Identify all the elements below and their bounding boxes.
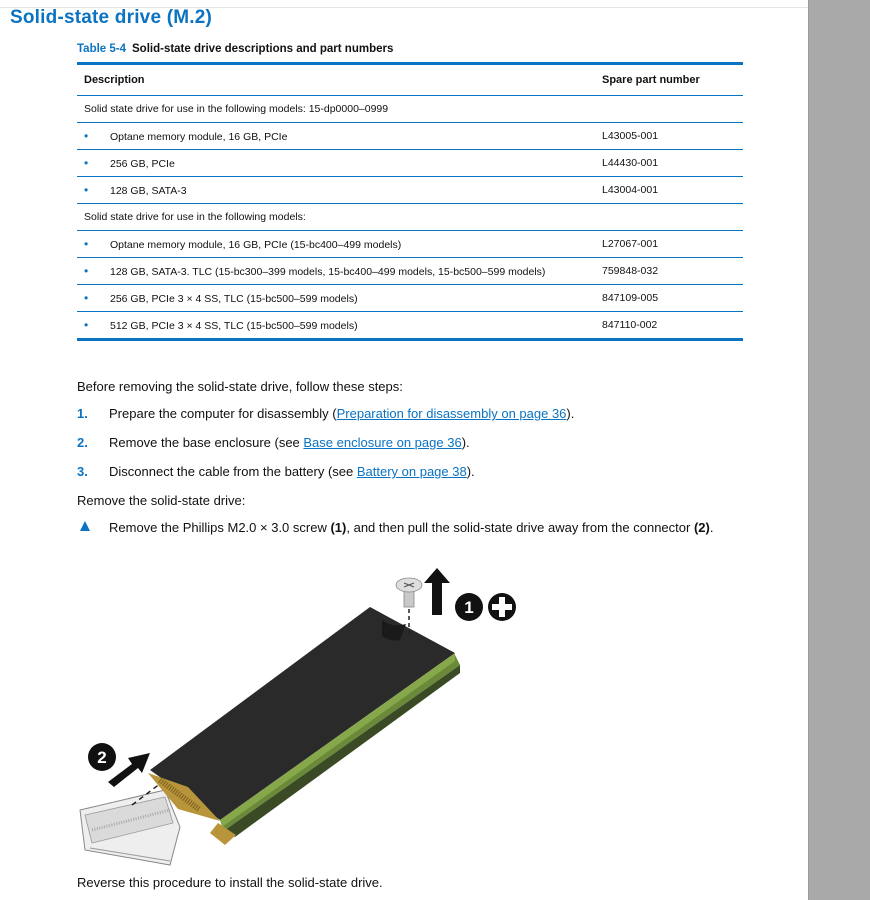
- table-row: [77, 150, 743, 177]
- row-description: [77, 285, 595, 312]
- row-part-number: L43004-001: [595, 177, 743, 204]
- table-group-row: [77, 204, 743, 231]
- procedure-text: [109, 519, 749, 536]
- bullet-icon: •: [84, 156, 89, 170]
- row-description-text: 128 GB, SATA-3. TLC (15-bc300–399 models, 15-bc400–499 models, 15-bc500–599 models): [110, 266, 546, 278]
- bullet-icon: •: [84, 264, 89, 278]
- row-description-text: Solid state drive for use in the following models: 15-dp0000–0999: [84, 103, 389, 115]
- bullet-icon: •: [84, 318, 89, 332]
- row-part-number: L27067-001: [595, 231, 743, 258]
- row-description-text: 512 GB, PCIe 3 × 4 SS, TLC (15-bc500–599 models): [110, 320, 358, 332]
- table-row: [77, 123, 743, 150]
- remove-heading: Remove the solid-state drive:: [77, 493, 246, 508]
- step-text: Remove the base enclosure (see: [109, 435, 304, 450]
- procedure-part3: .: [709, 520, 714, 535]
- row-description: [77, 177, 595, 204]
- step-text: Prepare the computer for disassembly (: [109, 406, 337, 421]
- step-text-end: ).: [566, 406, 575, 421]
- procedure-callout1: (1): [330, 520, 347, 535]
- row-description: [77, 96, 595, 123]
- step-1: [77, 406, 574, 421]
- step-link[interactable]: Base enclosure on page 36: [303, 435, 462, 450]
- bullet-icon: •: [84, 183, 89, 197]
- step-text-end: ).: [466, 464, 475, 479]
- row-part-number: [595, 96, 743, 123]
- row-description: [77, 123, 595, 150]
- table-title: Solid-state drive descriptions and part numbers: [132, 43, 394, 55]
- row-description: [77, 231, 595, 258]
- step-2: [77, 435, 470, 450]
- row-description: [77, 204, 595, 231]
- step-number: 3.: [77, 464, 88, 479]
- bullet-icon: •: [84, 237, 89, 251]
- row-part-number: [595, 204, 743, 231]
- row-description-text: 128 GB, SATA-3: [110, 185, 187, 197]
- table-row: [77, 285, 743, 312]
- row-description: [77, 312, 595, 340]
- procedure-callout2: (2): [693, 520, 710, 535]
- row-part-number: 847110-002: [602, 319, 658, 331]
- section-title: Solid-state drive (M.2): [10, 7, 213, 28]
- table-header-row: [77, 64, 743, 96]
- step-number: 2.: [77, 435, 88, 450]
- header-part-number: Spare part number: [595, 64, 743, 96]
- procedure-triangle-icon: [80, 521, 90, 531]
- row-description-text: Solid state drive for use in the following models:: [84, 211, 306, 223]
- row-part-number: L44430-001: [595, 150, 743, 177]
- intro-text: Before removing the solid-state drive, follow these steps:: [77, 379, 403, 394]
- row-description-text: 256 GB, PCIe: [110, 158, 175, 170]
- row-description: [77, 150, 595, 177]
- table-row: [77, 312, 743, 340]
- bullet-icon: •: [84, 291, 89, 305]
- step-text: Disconnect the cable from the battery (see: [109, 464, 357, 479]
- row-description-text: 256 GB, PCIe 3 × 4 SS, TLC (15-bc500–599 models): [110, 293, 358, 305]
- callout-1-label: 1: [464, 598, 474, 617]
- step-text-end: ).: [461, 435, 470, 450]
- row-part-number: L43005-001: [595, 123, 743, 150]
- table-number: Table 5-4: [77, 43, 126, 55]
- row-part-number: 847109-005: [595, 285, 743, 312]
- table-row: [77, 177, 743, 204]
- footer-text: Reverse this procedure to install the solid-state drive.: [77, 875, 383, 890]
- step-3: [77, 464, 475, 479]
- ssd-board-icon: [148, 607, 460, 845]
- step-number: 1.: [77, 406, 88, 421]
- parts-table: [77, 62, 743, 341]
- table-group-row: [77, 96, 743, 123]
- table-row: [77, 231, 743, 258]
- row-description-text: Optane memory module, 16 GB, PCIe (15-bc400–499 models): [110, 239, 402, 251]
- row-description: [77, 258, 595, 285]
- phillips-symbol-icon: [488, 593, 516, 621]
- row-description-text: Optane memory module, 16 GB, PCIe: [110, 131, 288, 143]
- step-link[interactable]: Preparation for disassembly on page 36: [336, 406, 567, 421]
- step-link[interactable]: Battery on page 38: [356, 464, 467, 479]
- row-part-number: 759848-032: [595, 258, 743, 285]
- m2-connector-icon: [80, 790, 180, 865]
- procedure-part1: Remove the Phillips M2.0 × 3.0 screw: [109, 520, 331, 535]
- table-row: [77, 258, 743, 285]
- header-description: Description: [77, 64, 595, 96]
- arrow-up-icon: [424, 568, 450, 615]
- table-caption: [77, 43, 393, 55]
- bullet-icon: •: [84, 129, 89, 143]
- ssd-removal-illustration: [70, 565, 540, 875]
- callout-2-label: 2: [97, 748, 107, 767]
- viewer-gray-margin: [808, 0, 870, 900]
- procedure-part2: , and then pull the solid-state drive away from the connector: [346, 520, 694, 535]
